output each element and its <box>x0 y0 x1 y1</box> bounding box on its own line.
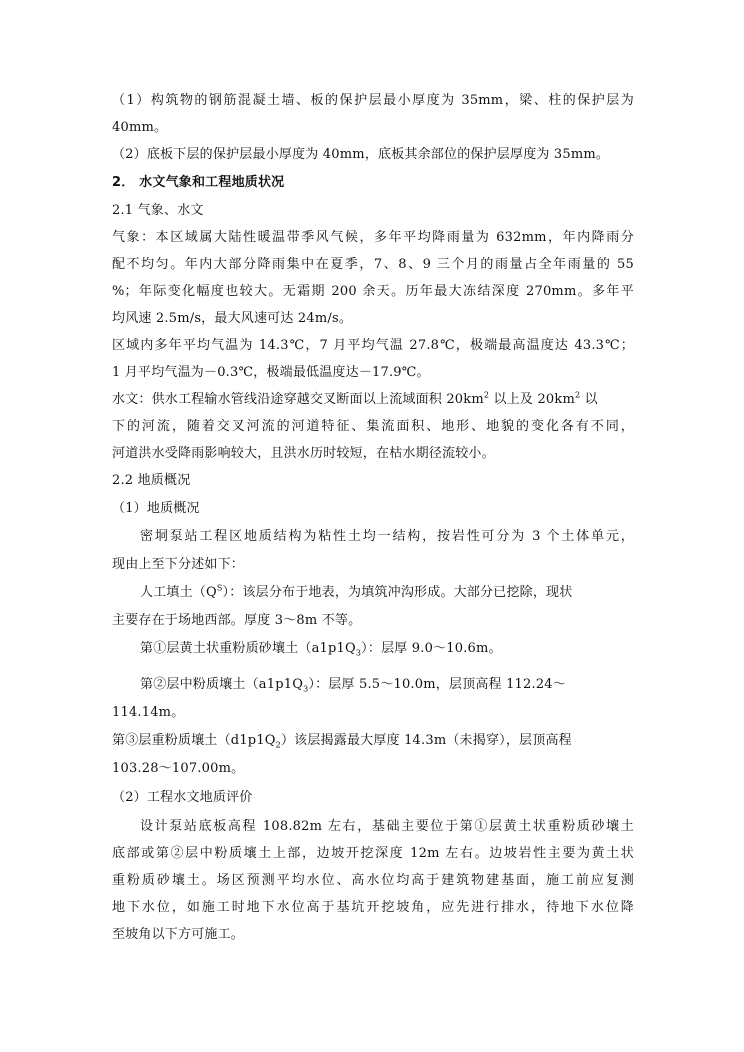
layer-3-line: 103.28～107.00m。 <box>112 761 245 776</box>
temperature-paragraph-line: 区域内多年平均气温为 14.3℃，7 月平均气温 27.8℃，极端最高温度达 43.3℃； <box>112 338 634 353</box>
hydrology-paragraph-line: 水文：供水工程输水管线沿途穿越交叉断面以上流域面积 $20km^2$ 以上及 $20km^2$ 以 <box>112 390 598 407</box>
item-heading-hydro-geology-evaluation: （2）工程水文地质评价 <box>112 790 253 805</box>
paragraph-cover-thickness-2: （2）底板下层的保护层最小厚度为 40mm，底板其余部位的保护层厚度为 35mm。 <box>112 147 610 162</box>
paragraph-cover-thickness-1: （1）构筑物的钢筋混凝土墙、板的保护层最小厚度为 35mm，梁、柱的保护层为 <box>112 93 634 108</box>
subsection-heading-climate-hydrology: 2.1 气象、水文 <box>112 203 204 218</box>
item-heading-geology-overview: （1）地质概况 <box>112 501 200 516</box>
layer-3-line: 第③层重粉质壤土$(d1p1Q_2)$该层揭露最大厚度 14.3m（未揭穿），层顶高程 <box>112 733 572 750</box>
climate-paragraph-line: 配不均匀。年内大部分降雨集中在夏季，7、8、9 三个月的雨量占全年雨量的 55 <box>112 257 634 272</box>
geology-intro-line: 现由上至下分述如下： <box>112 557 245 572</box>
climate-paragraph-line: %；年际变化幅度也较大。无霜期 200 余天。历年最大冻结深度 270mm。多年平 <box>112 284 634 299</box>
layer-2-line: 114.14m。 <box>112 705 185 720</box>
temperature-paragraph-line: 1 月平均气温为－0.3℃，极端最低温度达－17.9℃。 <box>112 365 430 380</box>
section-heading-hydro-geology: 2． 水文气象和工程地质状况 <box>112 175 285 190</box>
geology-intro-line: 密垌泵站工程区地质结构为粘性土均一结构，按岩性可分为 3 个土体单元， <box>140 529 634 544</box>
evaluation-paragraph-line: 地下水位，如施工时地下水位高于基坑开挖坡角，应先进行排水，待地下水位降 <box>112 900 634 915</box>
evaluation-paragraph-line: 重粉质砂壤土。场区预测平均水位、高水位均高于建筑物建基面，施工前应复测 <box>112 873 634 888</box>
climate-paragraph-line: 气象：本区域属大陆性暖温带季风气候，多年平均降雨量为 632mm，年内降雨分 <box>112 230 634 245</box>
layer-fill-line: 主要存在于场地西部。厚度 3～8m 不等。 <box>112 613 362 628</box>
evaluation-paragraph-line: 底部或第②层中粉质壤土上部，边坡开挖深度 12m 左右。边坡岩性主要为黄土状 <box>112 846 634 861</box>
climate-paragraph-line: 均风速 2.5m/s，最大风速可达 24m/s。 <box>112 311 353 326</box>
subsection-heading-geology: 2.2 地质概况 <box>112 473 191 488</box>
layer-1-line: 第①层黄土状重粉质砂壤土$(a1p1Q_3)$：层厚 9.0～10.6m。 <box>140 641 502 658</box>
layer-2-line: 第②层中粉质壤土$(a1p1Q_3)$：层厚 5.5～10.0m，层顶高程 112.24～ <box>140 677 566 694</box>
hydrology-paragraph-line: 下的河流，随着交叉河流的河道特征、集流面积、地形、地貌的变化各有不同， <box>112 419 634 434</box>
layer-fill-line: 人工填土$(Q^S)$：该层分布于地表，为填筑冲沟形成。大部分已挖除，现状 <box>140 583 573 600</box>
hydrology-paragraph-line: 河道洪水受降雨影响较大，且洪水历时较短，在枯水期径流较小。 <box>112 446 495 461</box>
evaluation-paragraph-line: 至坡角以下方可施工。 <box>112 927 245 942</box>
paragraph-cover-thickness-1-cont: 40mm。 <box>112 120 168 135</box>
evaluation-paragraph-line: 设计泵站底板高程 108.82m 左右，基础主要位于第①层黄土状重粉质砂壤土 <box>140 819 634 834</box>
